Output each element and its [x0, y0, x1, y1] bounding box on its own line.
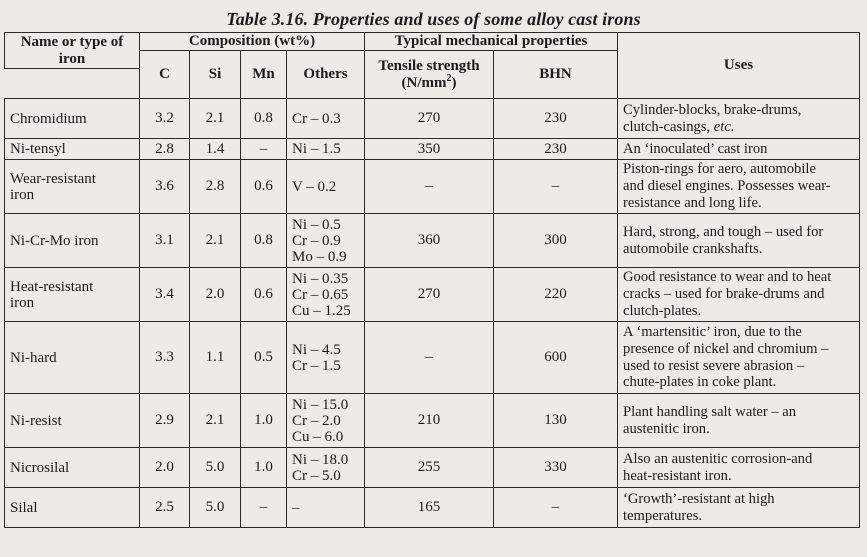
cell-uses-line: presence of nickel and chromium –: [623, 340, 829, 357]
cell-name-line: Ni-resist: [10, 412, 62, 429]
header-mechanical: Typical mechanical properties: [365, 33, 618, 51]
cell-mn: 1.0: [241, 448, 287, 488]
cell-si: 5.0: [190, 448, 241, 488]
cell-mn: 0.6: [241, 160, 287, 214]
cell-mn: –: [241, 488, 287, 528]
cell-others: [287, 394, 365, 448]
cell-tensile: –: [365, 322, 494, 394]
cell-others: [287, 448, 365, 488]
cell-c: 2.8: [140, 139, 190, 160]
cell-mn: 0.5: [241, 322, 287, 394]
cell-uses: [618, 322, 860, 394]
cell-others-line: Ni – 18.0: [292, 451, 349, 468]
cell-name-line: Ni-tensyl: [10, 141, 66, 157]
cell-tensile: 360: [365, 214, 494, 268]
cell-others: [287, 99, 365, 139]
cell-bhn: 230: [494, 99, 618, 139]
cell-others-line: Cr – 0.3: [292, 110, 341, 127]
cell-name: [5, 488, 140, 528]
cell-c: 2.0: [140, 448, 190, 488]
cell-uses-line: heat-resistant iron.: [623, 467, 732, 484]
cell-others-line: Cr – 0.65: [292, 286, 349, 303]
cell-uses: [618, 160, 860, 214]
cell-name: [5, 214, 140, 268]
table-row: [5, 448, 860, 488]
cell-mn: 1.0: [241, 394, 287, 448]
cell-name: [5, 394, 140, 448]
cell-bhn: 600: [494, 322, 618, 394]
cell-others-line: Ni – 1.5: [292, 141, 341, 157]
cell-bhn: 130: [494, 394, 618, 448]
cell-bhn: –: [494, 160, 618, 214]
cell-others-line: V – 0.2: [292, 178, 337, 195]
cell-name-line: iron: [10, 186, 35, 203]
cell-mn: 0.6: [241, 268, 287, 322]
cell-si: 2.8: [190, 160, 241, 214]
cell-uses-line: resistance and long life.: [623, 194, 762, 211]
cell-uses-line: Plant handling salt water – an: [623, 403, 797, 420]
cell-uses-line: automobile crankshafts.: [623, 240, 763, 257]
cell-uses: [618, 214, 860, 268]
cell-name-line: Silal: [10, 499, 38, 516]
cell-others-line: Ni – 4.5: [292, 341, 341, 358]
cell-others: [287, 139, 365, 160]
cell-others: [287, 268, 365, 322]
cell-si: 1.4: [190, 139, 241, 160]
table-row: [5, 268, 860, 322]
alloy-cast-iron-table: [4, 32, 860, 528]
cell-uses: [618, 448, 860, 488]
cell-uses-line: used to resist severe abrasion –: [623, 357, 805, 374]
cell-name-line: Chromidium: [10, 110, 87, 127]
cell-si: 2.0: [190, 268, 241, 322]
cell-uses: [618, 394, 860, 448]
cell-c: 3.1: [140, 214, 190, 268]
cell-si: 2.1: [190, 394, 241, 448]
cell-name: [5, 448, 140, 488]
cell-tensile: 270: [365, 268, 494, 322]
cell-name-line: Heat-resistant: [10, 278, 94, 295]
table-row: [5, 322, 860, 394]
cell-uses: [618, 139, 860, 160]
cell-others: [287, 488, 365, 528]
cell-uses-line: A ‘martensitic’ iron, due to the: [623, 323, 802, 340]
header-composition: Composition (wt%): [140, 33, 365, 51]
cell-mn: –: [241, 139, 287, 160]
cell-si: 2.1: [190, 214, 241, 268]
cell-others-line: Cr – 2.0: [292, 412, 341, 429]
cell-name-line: Wear-resistant: [10, 170, 96, 187]
cell-c: 2.9: [140, 394, 190, 448]
cell-name: [5, 160, 140, 214]
cell-others-line: Ni – 0.5: [292, 216, 341, 233]
cell-c: 3.3: [140, 322, 190, 394]
cell-bhn: –: [494, 488, 618, 528]
cell-uses: [618, 99, 860, 139]
cell-tensile: 255: [365, 448, 494, 488]
cell-uses-line: An ‘inoculated’ cast iron: [623, 140, 768, 157]
table-row: [5, 488, 860, 528]
header-name-text: Name or type of iron: [20, 33, 124, 67]
cell-si: 2.1: [190, 99, 241, 139]
header-name: [5, 33, 140, 69]
cell-name: [5, 322, 140, 394]
cell-uses: [618, 488, 860, 528]
cell-uses-line: cracks – used for brake-drums and: [623, 286, 825, 303]
cell-others-line: Cu – 6.0: [292, 428, 344, 445]
table-row: [5, 394, 860, 448]
cell-uses-line: Good resistance to wear and to heat: [623, 269, 832, 286]
header-bhn: BHN: [494, 51, 618, 99]
cell-name-line: Nicrosilal: [10, 459, 70, 476]
cell-tensile: 210: [365, 394, 494, 448]
cell-others-line: Cr – 1.5: [292, 357, 341, 374]
cell-others-line: Ni – 0.35: [292, 270, 349, 287]
cell-uses-line: clutch-plates.: [623, 302, 702, 319]
cell-others-line: Ni – 15.0: [292, 396, 349, 413]
header-si: Si: [190, 51, 241, 99]
cell-si: 5.0: [190, 488, 241, 528]
cell-mn: 0.8: [241, 99, 287, 139]
cell-uses: [618, 268, 860, 322]
table-caption: Table 3.16. Properties and uses of some alloy cast irons: [226, 9, 641, 29]
cell-others: [287, 160, 365, 214]
cell-uses-line: Hard, strong, and tough – used for: [623, 223, 824, 240]
cell-others-line: Cr – 0.9: [292, 232, 341, 249]
table-row: [5, 214, 860, 268]
cell-tensile: 270: [365, 99, 494, 139]
table-row: [5, 139, 860, 160]
cell-c: 3.2: [140, 99, 190, 139]
cell-name: [5, 99, 140, 139]
cell-tensile: 165: [365, 488, 494, 528]
table-row: [5, 160, 860, 214]
cell-bhn: 230: [494, 139, 618, 160]
cell-others: [287, 322, 365, 394]
cell-uses-line: and diesel engines. Possesses wear-: [623, 178, 831, 195]
header-mn: Mn: [241, 51, 287, 99]
cell-c: 3.4: [140, 268, 190, 322]
cell-uses-line: Piston-rings for aero, automobile: [623, 161, 816, 178]
cell-uses-line: ‘Growth’-resistant at high: [623, 490, 775, 507]
cell-tensile: –: [365, 160, 494, 214]
cell-c: 2.5: [140, 488, 190, 528]
cell-uses-line: Also an austenitic corrosion-and: [623, 450, 813, 467]
cell-name: [5, 268, 140, 322]
cell-name-line: Ni-Cr-Mo iron: [10, 232, 99, 249]
cell-others-line: Cu – 1.25: [292, 302, 351, 319]
header-tensile-unit: $(N/mm^2)$: [401, 72, 457, 91]
cell-uses-line: temperatures.: [623, 507, 703, 524]
header-c: C: [140, 51, 190, 99]
header-tensile-label: Tensile strength: [378, 57, 480, 74]
cell-others-line: Mo – 0.9: [292, 248, 347, 265]
cell-bhn: 300: [494, 214, 618, 268]
cell-uses-line: chute-plates in coke plant.: [623, 374, 777, 391]
cell-si: 1.1: [190, 322, 241, 394]
table-body: [5, 99, 860, 528]
cell-name: [5, 139, 140, 160]
cell-others-line: Cr – 5.0: [292, 467, 341, 484]
cell-name-line: Ni-hard: [10, 349, 57, 366]
cell-mn: 0.8: [241, 214, 287, 268]
cell-uses-line: Cylinder-blocks, brake-drums,: [623, 101, 802, 118]
cell-bhn: 220: [494, 268, 618, 322]
cell-name-line: iron: [10, 294, 35, 311]
cell-tensile: 350: [365, 139, 494, 160]
cell-uses-line: austenitic iron.: [623, 420, 710, 437]
header-uses: Uses: [618, 33, 860, 99]
header-tensile: [365, 51, 494, 99]
cell-bhn: 330: [494, 448, 618, 488]
cell-others-line: –: [292, 499, 300, 516]
cell-uses-line: clutch-casings, etc.: [623, 118, 735, 135]
table-row: [5, 99, 860, 139]
cell-others: [287, 214, 365, 268]
cell-c: 3.6: [140, 160, 190, 214]
header-others: Others: [287, 51, 365, 99]
